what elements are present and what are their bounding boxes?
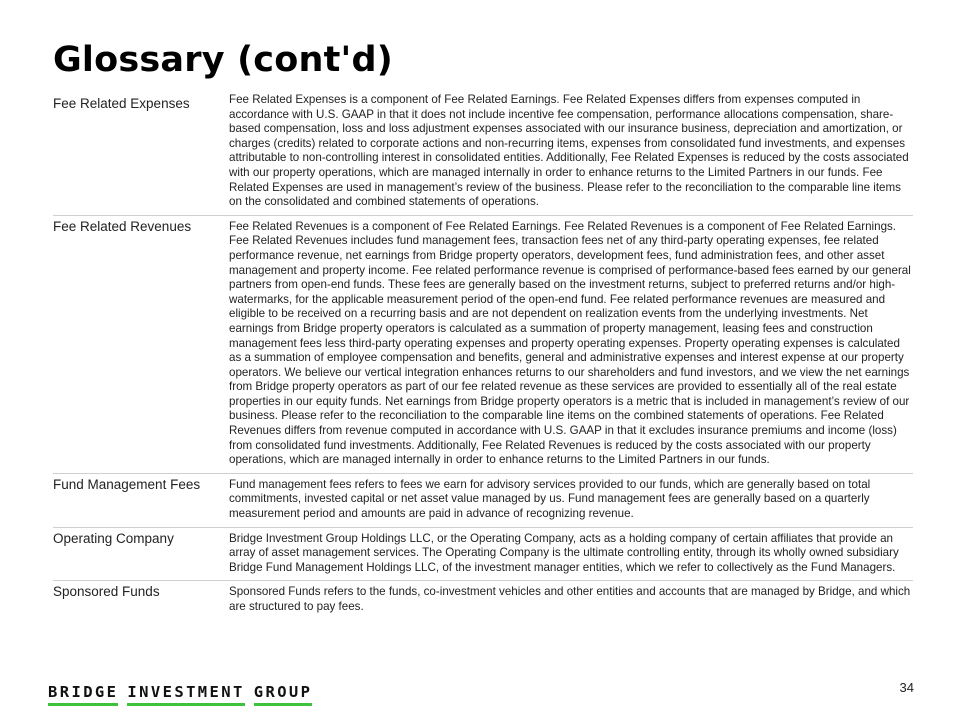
page-title: Glossary (cont'd) bbox=[53, 40, 393, 80]
glossary-table bbox=[53, 93, 913, 620]
glossary-definition: Fee Related Revenues is a component of Fee Related Earnings. Fee Related Revenues is a component of Fee Related Earnings. Fee Related Revenues includes fund management fees, transaction fees net of any third-party operating expenses, fee related performance revenue, net earnings from Bridge property operators, development fees, fund administration fees, and other asset management and property income. Fee related performance revenue is comprised of performance-based fees earned by our general partners from open-end funds. These fees are generally based on the investment returns, subject to preferred returns and/or high-watermarks, for the applicable measurement period of the open-end fund. Fee related performance revenues are measured and eligible to be received on a recurring basis and are not dependent on realization events from the underlying investments. Net earnings from Bridge property operators is calculated as a summation of property management, leasing fees and construction management fees less third-party operating expenses and property operating expenses. Property operating expenses is calculated as a summation of employee compensation and benefits, general and administrative expenses and interest expense at our property operators. We believe our vertical integration enhances returns to our shareholders and fund investors, and we view the net earnings from Bridge property operators as part of our fee related revenue as these services are provided to essentially all of the real estate properties in our equity funds. Net earnings from Bridge property operators is a metric that is included in management’s review of our business. Please refer to the reconciliation to the comparable line items on the combined statements of operations. Fee Related Revenues differs from revenue computed in accordance with U.S. GAAP in that it excludes insurance premiums and income (loss) from consolidated fund investments. Additionally, Fee Related Revenues is reduced by the costs associated with our property operations, which are managed internally in order to enhance returns to the Limited Partners in our funds. bbox=[229, 219, 911, 467]
glossary-row-fee-related-expenses bbox=[53, 93, 913, 215]
glossary-definition: Sponsored Funds refers to the funds, co-investment vehicles and other entities and accounts that are managed by Bridge, and which are structured to pay fees. bbox=[229, 585, 911, 613]
glossary-row-fund-management-fees bbox=[53, 473, 913, 527]
glossary-row-sponsored-funds bbox=[53, 581, 913, 620]
glossary-definition: Fee Related Expenses is a component of Fee Related Earnings. Fee Related Expenses differs from expenses computed in accordance with U.S. GAAP in that it does not include incentive fee compensation, performance allocations compensation, share-based compensation, loss and loss adjustment expenses associated with our insurance business, depreciation and amortization, or charges (credits) related to corporate actions and non-recurring items, expenses from consolidated fund investments, and expenses attributable to non-controlling interest in consolidated entities. Additionally, Fee Related Expenses is reduced by the costs associated with our property operations, which are managed internally in order to enhance returns to the Limited Partners in our funds. Fee Related Expenses are used in management’s review of the business. Please refer to the reconciliation to the comparable line items on the consolidated and combined statements of operations. bbox=[229, 93, 909, 209]
glossary-term: Operating Company bbox=[53, 530, 174, 546]
logo-word: BRIDGE bbox=[48, 683, 118, 706]
glossary-term: Fee Related Expenses bbox=[53, 96, 190, 111]
glossary-definition: Bridge Investment Group Holdings LLC, or the Operating Company, acts as a holding company of certain affiliates that provide an array of asset management services. The Operating Company is the ultimate controlling entity, through its wholly owned subsidiary Bridge Fund Management Holdings LLC, of the investment manager entities, which we refer to collectively as the Fund Managers. bbox=[229, 531, 899, 574]
page-number: 34 bbox=[899, 680, 914, 695]
logo-word: GROUP bbox=[254, 683, 313, 706]
logo-word: INVESTMENT bbox=[127, 683, 244, 706]
glossary-term: Fund Management Fees bbox=[53, 476, 201, 492]
bridge-investment-group-logo bbox=[48, 683, 312, 706]
glossary-term: Sponsored Funds bbox=[53, 584, 160, 600]
glossary-row-fee-related-revenues bbox=[53, 215, 913, 473]
glossary-term: Fee Related Revenues bbox=[53, 218, 192, 234]
glossary-row-operating-company bbox=[53, 527, 913, 581]
glossary-definition: Fund management fees refers to fees we earn for advisory services provided to our funds, which are generally based on total commitments, invested capital or net asset value managed by us. Fund management fees are generally based on a quarterly measurement period and amounts are paid in advance of recognizing revenue. bbox=[229, 477, 871, 521]
